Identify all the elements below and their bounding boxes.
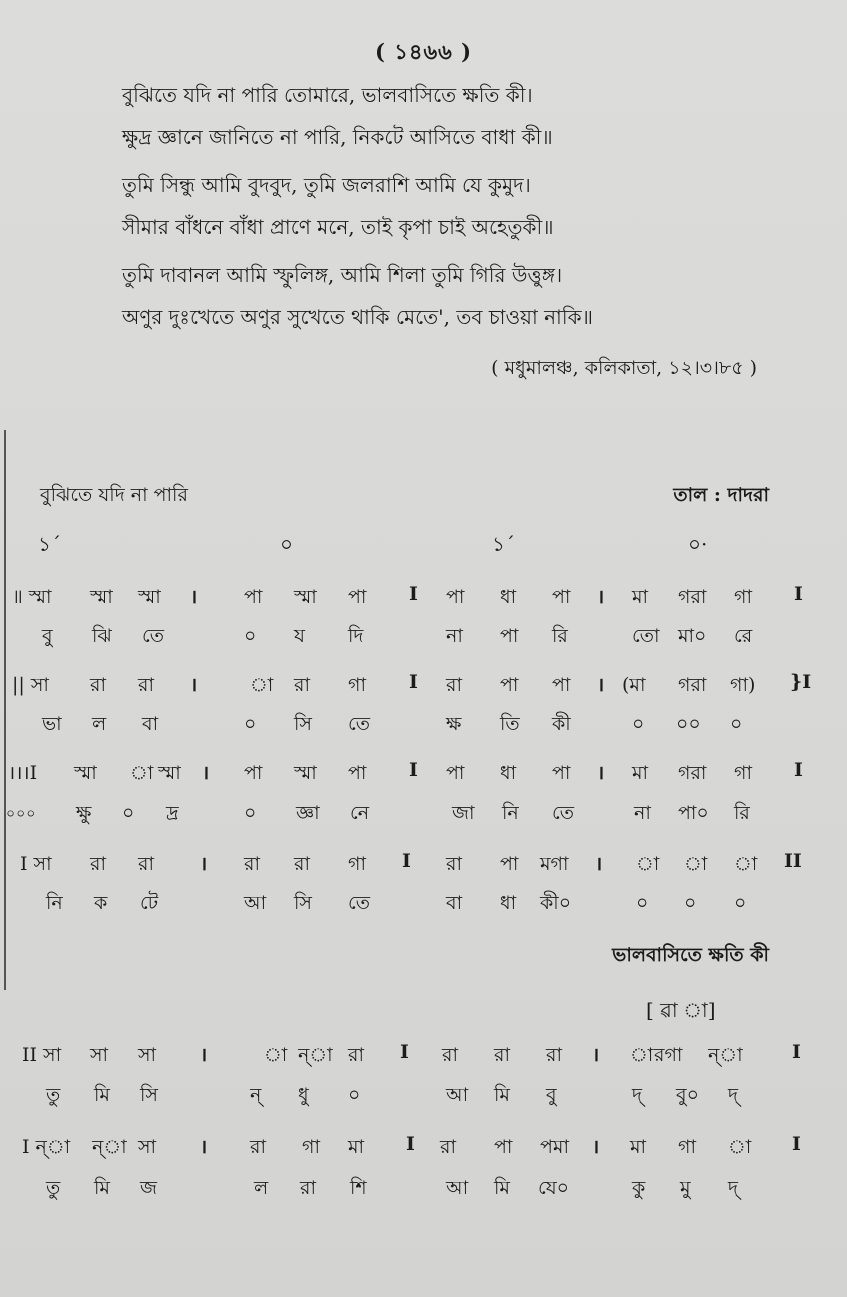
lyric-cell: দ্র [166, 802, 179, 824]
swara-cell: া [264, 1044, 288, 1066]
swara-row [0, 671, 847, 707]
swara-cell: া [734, 853, 758, 875]
swara-cell: ধা [500, 762, 517, 784]
lyric-cell: রি [552, 625, 568, 647]
lyric-cell: কী [552, 713, 571, 735]
swara-row [0, 583, 847, 619]
bar-line: । [200, 1044, 208, 1066]
swara-cell: রা [250, 1136, 266, 1158]
swara-cell: পা [446, 586, 465, 608]
swara-cell: II সা [22, 1044, 62, 1066]
section-title: ভালবাসিতে ক্ষতি কী [612, 944, 769, 966]
lyric-cell: ভা [42, 713, 62, 735]
lyric-cell: আ [446, 1177, 469, 1199]
swara-cell: রা [442, 1044, 458, 1066]
swara-cell: মা [632, 762, 649, 784]
lyric-cell: ০ [122, 802, 135, 824]
swara-row [0, 759, 847, 795]
lyric-row [0, 710, 847, 746]
swara-cell: রা [446, 853, 462, 875]
lyric-cell: নি [46, 892, 63, 914]
lyric-cell: যে০ [538, 1177, 570, 1199]
bar-line: । [595, 853, 603, 875]
swara-cell: স্মা [90, 586, 113, 608]
lyric-cell: জা [452, 802, 475, 824]
lyric-cell: ০ [734, 892, 747, 914]
lyric-cell: মা০ [678, 625, 707, 647]
lyric-cell: ঝি [92, 625, 112, 647]
bar-line: II [784, 850, 802, 872]
lyric-cell: মি [494, 1177, 510, 1199]
swara-cell: সা [138, 1044, 157, 1066]
swara-cell: ন্‌া [92, 1136, 127, 1158]
swara-cell: I সা [20, 853, 52, 875]
verse-2 [122, 164, 554, 248]
swara-row [0, 1133, 847, 1169]
verse-3 [122, 254, 593, 338]
lyric-cell: পা০ [678, 802, 709, 824]
swara-cell: পা [348, 762, 367, 784]
swara-cell: রা [90, 853, 106, 875]
swara-cell: গা) [730, 674, 756, 696]
swara-cell: রা [546, 1044, 562, 1066]
bar-line: I [400, 1041, 409, 1063]
verse-line: সীমার বাঁধনে বাঁধা প্রাণে মনে, তাই কৃপা চাই অহেতুকী॥ [122, 215, 554, 239]
bar-line: । [190, 674, 198, 696]
lyric-cell: ধা [500, 892, 517, 914]
swara-cell: রা [294, 853, 310, 875]
bar-line: I [409, 759, 418, 781]
lyric-cell: দি [348, 625, 364, 647]
lyric-cell: রে [734, 625, 753, 647]
lyric-cell: তো [632, 625, 660, 647]
swara-cell: া [250, 674, 274, 696]
lyric-cell: ০ [636, 892, 649, 914]
lyric-cell: না [446, 625, 463, 647]
swara-cell: ধা [500, 586, 517, 608]
swara-cell: া [728, 1136, 752, 1158]
swara-cell: রা [348, 1044, 364, 1066]
swara-cell: গরা [678, 762, 707, 784]
lyric-cell: তে [552, 802, 574, 824]
swara-cell: স্মা [74, 762, 97, 784]
lyric-row [0, 622, 847, 658]
lyric-cell: আ [446, 1084, 469, 1106]
page-number: ( ১৪৬৬ ) [374, 39, 473, 64]
bar-line: । [597, 762, 605, 784]
swara-cell: (মা [622, 674, 646, 696]
swara-cell: ॥ স্মা [12, 586, 52, 608]
swara-cell: া [636, 853, 660, 875]
beat-mark: ০ [280, 532, 294, 556]
swara-cell: পা [244, 586, 263, 608]
swara-cell: পা [500, 674, 519, 696]
lyric-cell: ল [254, 1177, 269, 1199]
swara-cell: রা [138, 674, 154, 696]
lyric-cell: জ [140, 1177, 157, 1199]
swara-cell: পা [552, 586, 571, 608]
lyric-cell: বু০ [676, 1084, 699, 1106]
swara-row [0, 1041, 847, 1077]
swara-cell: রা [138, 853, 154, 875]
lyric-cell: ল [92, 713, 107, 735]
taal-label: তাল : দাদরা [673, 484, 769, 506]
swara-cell: স্মা [158, 762, 181, 784]
lyric-cell: তে [348, 892, 370, 914]
bar-line: I [792, 1133, 801, 1155]
lyric-cell: ক [94, 892, 108, 914]
bar-line: }I [790, 671, 812, 693]
lyric-cell: ক্ষ [446, 713, 462, 735]
swara-cell: পা [552, 674, 571, 696]
lyric-cell: রা [300, 1177, 316, 1199]
source-citation: ( মধুমালঞ্চ, কলিকাতা, ১২।৩।৮৫ ) [491, 357, 757, 379]
bar-line: I [402, 850, 411, 872]
swara-cell: গা [734, 762, 752, 784]
swara-cell: ন্‌া [298, 1044, 333, 1066]
lyric-cell: টে [140, 892, 159, 914]
beat-marks [0, 530, 847, 566]
bar-line: । [200, 1136, 208, 1158]
swara-cell: রা [494, 1044, 510, 1066]
lyric-cell: ০ [730, 713, 743, 735]
lyric-cell: ০ [684, 892, 697, 914]
lyric-cell: বা [142, 713, 159, 735]
swara-cell: স্মা [294, 586, 317, 608]
bar-line: । [592, 1044, 600, 1066]
verse-line: ক্ষুদ্র জ্ঞানে জানিতে না পারি, নিকটে আসিতে বাধা কী॥ [122, 125, 553, 149]
lyric-cell: সি [294, 892, 312, 914]
lyric-cell: পা [500, 625, 519, 647]
lyric-cell: ০০০ [6, 806, 37, 822]
swara-cell: গা [302, 1136, 320, 1158]
lyric-cell: ০ [348, 1084, 361, 1106]
verse-1 [122, 74, 553, 158]
swara-cell: ন্‌া [708, 1044, 743, 1066]
swara-cell: পমা [540, 1136, 569, 1158]
bar-line: । [190, 586, 198, 608]
bracket-note: [ ৱা া] [646, 998, 716, 1022]
swara-cell: ।।।I [8, 762, 38, 784]
swara-cell: পা [494, 1136, 513, 1158]
swara-cell: রা [294, 674, 310, 696]
swara-cell: রা [90, 674, 106, 696]
lyric-cell: য [294, 625, 305, 647]
lyric-cell: ন্‌ [250, 1084, 262, 1106]
swara-cell: গরা [678, 674, 707, 696]
lyric-cell: দ্‌ [728, 1084, 738, 1106]
swara-cell: মগা [540, 853, 569, 875]
swara-cell: I ন্‌া [22, 1136, 71, 1158]
swara-cell: গা [678, 1136, 696, 1158]
bar-line: । [597, 586, 605, 608]
bar-line: I [792, 1041, 801, 1063]
lyric-cell: তি [500, 713, 520, 735]
swara-cell: া [130, 762, 154, 784]
swara-cell: া [630, 1044, 654, 1066]
swara-cell: পা [552, 762, 571, 784]
swara-row [0, 850, 847, 886]
bar-line: । [592, 1136, 600, 1158]
beat-mark: ১´ [38, 532, 61, 556]
swara-cell: রা [244, 853, 260, 875]
swara-cell: || সা [12, 674, 49, 696]
lyric-cell: বা [446, 892, 463, 914]
lyric-cell: তে [348, 713, 370, 735]
lyric-cell: ধু [298, 1084, 309, 1106]
bar-line: I [409, 583, 418, 605]
swara-cell: গা [348, 853, 366, 875]
lyric-cell: দ্‌ [632, 1084, 642, 1106]
lyric-cell: মি [494, 1084, 510, 1106]
swara-cell: মা [632, 586, 649, 608]
verse-line: বুঝিতে যদি না পারি তোমারে, ভালবাসিতে ক্ষতি কী। [122, 83, 533, 107]
swara-cell: গা [348, 674, 366, 696]
bar-line: । [597, 674, 605, 696]
lyric-cell: ০০ [676, 713, 701, 735]
lyric-cell: বু [42, 625, 53, 647]
lyric-cell: দ্‌ [728, 1177, 738, 1199]
verse-line: তুমি দাবানল আমি স্ফুলিঙ্গ, আমি শিলা তুমি গিরি উত্তুঙ্গ। [122, 263, 563, 287]
bar-line: I [794, 583, 803, 605]
lyric-cell: ০ [632, 713, 645, 735]
lyric-cell: ক্ষু [76, 802, 92, 824]
lyric-cell: শি [350, 1177, 367, 1199]
swara-cell: া [684, 853, 708, 875]
lyric-cell: কী০ [540, 892, 572, 914]
lyric-cell: তে [142, 625, 164, 647]
lyric-cell: সি [140, 1084, 158, 1106]
swara-cell: মা [348, 1136, 365, 1158]
swara-cell: পা [446, 762, 465, 784]
lyric-cell: মি [94, 1177, 110, 1199]
lyric-cell: রি [734, 802, 750, 824]
verse-line: অণুর দুঃখেতে অণুর সুখেতে থাকি মেতে', তব চাওয়া নাকি॥ [122, 305, 593, 329]
bar-line: I [794, 759, 803, 781]
swara-cell: গরা [678, 586, 707, 608]
lyric-row [0, 1081, 847, 1117]
bar-line: I [409, 671, 418, 693]
swara-cell: স্মা [138, 586, 161, 608]
bar-line: । [202, 762, 210, 784]
verse-line: তুমি সিন্ধু আমি বুদবুদ, তুমি জলরাশি আমি যে কুমুদ। [122, 173, 531, 197]
swara-cell: পা [244, 762, 263, 784]
swara-cell: সা [90, 1044, 109, 1066]
lyric-row [0, 889, 847, 925]
lyric-cell: না [634, 802, 651, 824]
swara-cell: পা [500, 853, 519, 875]
lyric-cell: মু [680, 1177, 691, 1199]
lyric-row [0, 1174, 847, 1210]
lyric-cell: ০ [244, 625, 257, 647]
lyric-cell: তু [46, 1084, 61, 1106]
swara-cell: রগা [654, 1044, 683, 1066]
swara-cell: সা [138, 1136, 157, 1158]
swara-cell: মা [630, 1136, 647, 1158]
lyric-cell: কু [632, 1177, 646, 1199]
beat-mark: ১´ [492, 532, 515, 556]
lyric-cell: তু [46, 1177, 61, 1199]
lyric-cell: নি [502, 802, 519, 824]
bar-line: । [200, 853, 208, 875]
lyric-cell: সি [294, 713, 312, 735]
lyric-cell: মি [94, 1084, 110, 1106]
lyric-cell: ০ [244, 713, 257, 735]
lyric-cell: নে [350, 802, 370, 824]
swara-cell: পা [348, 586, 367, 608]
lyric-cell: বু [546, 1084, 557, 1106]
song-title: বুঝিতে যদি না পারি [40, 484, 188, 506]
swara-cell: রা [440, 1136, 456, 1158]
bar-line: I [406, 1133, 415, 1155]
swara-cell: স্মা [294, 762, 317, 784]
swara-cell: রা [446, 674, 462, 696]
lyric-cell: ০ [244, 802, 257, 824]
lyric-cell: আ [244, 892, 267, 914]
lyric-cell: জ্ঞা [296, 802, 320, 824]
swara-cell: গা [734, 586, 752, 608]
beat-mark: ০· [688, 532, 708, 556]
lyric-row [0, 799, 847, 835]
